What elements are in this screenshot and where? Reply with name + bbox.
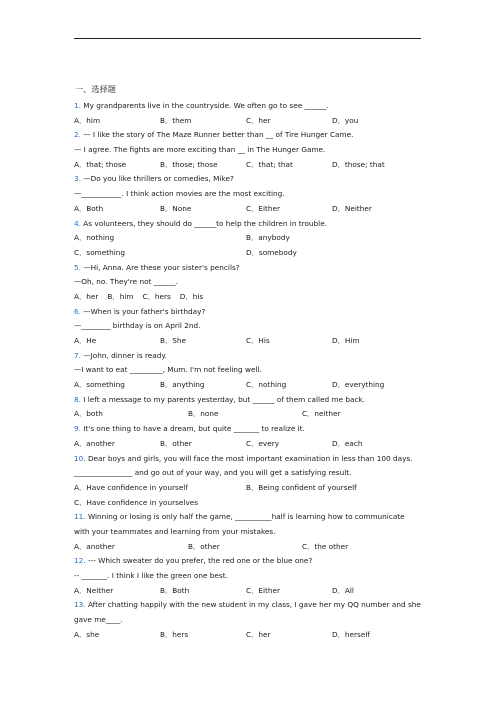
question-stem-line bbox=[74, 128, 424, 143]
answer-options-row bbox=[74, 628, 424, 643]
answer-options-row bbox=[74, 334, 424, 349]
question-stem-text: —Oh, no. They're not ______. bbox=[74, 277, 178, 287]
question bbox=[74, 452, 424, 511]
question-number: 7. bbox=[74, 350, 84, 360]
answer-option[interactable]: C．Have confidence in yourselves bbox=[74, 497, 199, 507]
answer-option[interactable]: D．Him bbox=[332, 336, 360, 345]
question-stem-text: —Do you like thrillers or comedies, Mike? bbox=[83, 174, 234, 184]
question-list bbox=[74, 99, 424, 642]
answer-option[interactable]: D．herself bbox=[332, 629, 370, 639]
question-stem-line bbox=[74, 569, 424, 584]
question-stem-text: --- Which sweater do you prefer, the red one or the blue one? bbox=[87, 556, 313, 566]
question-stem-text: I left a message to my parents yesterday, but ______ of them called me back. bbox=[83, 394, 366, 404]
answer-option[interactable]: C．nothing bbox=[246, 380, 287, 390]
answer-option[interactable]: B．none bbox=[188, 409, 219, 419]
question-stem-line bbox=[74, 172, 424, 187]
question-number: 3. bbox=[74, 174, 84, 184]
question-number: 12. bbox=[74, 556, 88, 566]
question-stem-line bbox=[74, 349, 424, 364]
answer-option[interactable]: B．anything bbox=[160, 380, 205, 390]
question-stem-line bbox=[74, 422, 424, 437]
answer-option[interactable]: D．those; that bbox=[332, 159, 385, 169]
question-stem-line bbox=[74, 363, 424, 378]
question bbox=[74, 305, 424, 349]
question-stem-text: with your teammates and learning from your mistakes. bbox=[74, 526, 276, 536]
answer-option[interactable]: D．All bbox=[332, 585, 354, 595]
question-number: 4. bbox=[74, 218, 84, 228]
question-stem-text: -- _______. I think I like the green one best. bbox=[74, 571, 228, 580]
answer-options-row bbox=[74, 114, 424, 129]
question-stem-line bbox=[74, 613, 424, 628]
answer-options-row bbox=[74, 437, 424, 452]
answer-option[interactable]: B．other bbox=[160, 438, 192, 448]
answer-option[interactable]: A．Neither bbox=[74, 585, 114, 595]
question-stem-line bbox=[74, 554, 424, 569]
answer-option[interactable]: B．those; those bbox=[160, 159, 218, 169]
question-stem-text: My grandparents live in the countryside. We often go to see ______. bbox=[83, 101, 329, 110]
answer-option[interactable]: B．anybody bbox=[246, 233, 290, 243]
question-stem-line bbox=[74, 99, 424, 114]
question-stem-text: gave me____. bbox=[74, 615, 123, 625]
question-stem-line bbox=[74, 319, 424, 334]
answer-option[interactable]: B．None bbox=[160, 203, 192, 213]
question bbox=[74, 422, 424, 451]
answer-option[interactable]: B．hers bbox=[160, 629, 189, 639]
answer-option[interactable]: A．that; those bbox=[74, 159, 127, 169]
question bbox=[74, 598, 424, 642]
answer-option[interactable]: D．somebody bbox=[246, 247, 297, 257]
answer-option[interactable]: C．neither bbox=[302, 409, 341, 419]
answer-options-row bbox=[74, 407, 424, 422]
answer-option[interactable]: A．her bbox=[74, 291, 99, 301]
answer-option[interactable]: A．Both bbox=[74, 203, 104, 213]
question-stem-text: —________ birthday is on April 2nd. bbox=[74, 321, 201, 331]
question-stem-line bbox=[74, 143, 424, 158]
question-stem-text: ________________ and go out of your way, and you will get a satisfying result. bbox=[74, 468, 352, 478]
answer-option[interactable]: B．Being confident of yourself bbox=[246, 482, 357, 492]
answer-option[interactable]: A．He bbox=[74, 336, 97, 345]
document-body bbox=[74, 84, 424, 642]
question-number: 1. bbox=[74, 101, 84, 110]
header-rule bbox=[74, 38, 421, 39]
question-stem-text: —Hi, Anna. Are these your sister's pencils? bbox=[83, 262, 240, 272]
answer-option[interactable]: B．him bbox=[107, 291, 134, 301]
answer-option[interactable]: A．nothing bbox=[74, 233, 115, 243]
answer-option[interactable]: A．Have confidence in yourself bbox=[74, 482, 188, 492]
answer-options-row bbox=[74, 202, 424, 217]
question-stem-line bbox=[74, 452, 424, 467]
answer-options-row bbox=[74, 540, 424, 555]
answer-option[interactable]: A．another bbox=[74, 541, 115, 551]
answer-option[interactable]: C．every bbox=[246, 438, 280, 448]
question bbox=[74, 554, 424, 598]
answer-option[interactable]: D．everything bbox=[332, 380, 385, 390]
question-number: 6. bbox=[74, 306, 84, 316]
answer-options-row bbox=[74, 496, 424, 511]
question-stem-text: —I want to eat _________, Mum. I'm not feeling well. bbox=[74, 365, 262, 375]
question-stem-line bbox=[74, 275, 424, 290]
question-number: 10. bbox=[74, 453, 88, 463]
answer-options-row bbox=[74, 246, 424, 261]
question-number: 8. bbox=[74, 394, 84, 404]
question bbox=[74, 172, 424, 216]
question-stem-text: —John, dinner is ready. bbox=[83, 350, 167, 360]
question-stem-text: After chatting happily with the new student in my class, I gave her my QQ number and she bbox=[87, 600, 421, 610]
question-number: 2. bbox=[74, 130, 84, 140]
answer-options-row bbox=[74, 378, 424, 393]
answer-option[interactable]: A．something bbox=[74, 380, 125, 390]
question-number: 11. bbox=[74, 512, 88, 522]
question-number: 9. bbox=[74, 424, 84, 434]
section-title: 一、选择题 bbox=[75, 84, 116, 94]
answer-option[interactable]: A．she bbox=[74, 629, 100, 639]
answer-option[interactable]: B．She bbox=[160, 336, 187, 345]
question-stem-line bbox=[74, 187, 424, 202]
question-stem-line bbox=[74, 466, 424, 481]
answer-option[interactable]: C．hers bbox=[142, 291, 171, 301]
answer-option[interactable]: A．another bbox=[74, 438, 115, 448]
answer-options-row bbox=[74, 231, 424, 246]
question-stem-text: —___________. I think action movies are the most exciting. bbox=[74, 189, 285, 199]
question-stem-text: As volunteers, they should do ______to help the children in trouble. bbox=[83, 218, 328, 228]
question-stem-line bbox=[74, 525, 424, 540]
answer-option[interactable]: A．him bbox=[74, 115, 101, 125]
answer-options-row bbox=[74, 158, 424, 173]
answer-option[interactable]: C．something bbox=[74, 247, 126, 257]
question-stem-text: — I like the story of The Maze Runner better than __ of Tire Hunger Came. bbox=[83, 130, 354, 140]
question-stem-line bbox=[74, 393, 424, 408]
answer-option[interactable]: C．Either bbox=[246, 203, 281, 213]
answer-option[interactable]: C．that; that bbox=[246, 159, 293, 169]
answer-option[interactable]: A．both bbox=[74, 409, 103, 419]
question-stem-line bbox=[74, 305, 424, 320]
answer-option[interactable]: D．each bbox=[332, 438, 363, 448]
answer-option[interactable]: B．other bbox=[188, 541, 220, 551]
question-stem-text: Dear boys and girls, you will face the most important examination in less than 100 days. bbox=[87, 453, 413, 463]
question-stem-text: Winning or losing is only half the game, __________half is learning how to communicate bbox=[87, 512, 405, 522]
question-stem-line bbox=[74, 598, 424, 613]
question-stem-line bbox=[74, 261, 424, 276]
question bbox=[74, 261, 424, 305]
question-number: 13. bbox=[74, 600, 88, 610]
question bbox=[74, 393, 424, 422]
answer-option[interactable]: D．his bbox=[179, 291, 204, 301]
question bbox=[74, 217, 424, 261]
answer-option[interactable]: B．them bbox=[160, 115, 192, 125]
answer-options-row bbox=[74, 290, 424, 305]
answer-option[interactable]: C．the other bbox=[302, 541, 349, 551]
answer-option[interactable]: D．you bbox=[332, 115, 359, 125]
answer-option[interactable]: C．her bbox=[246, 115, 271, 125]
question bbox=[74, 99, 424, 128]
answer-option[interactable]: B．Both bbox=[160, 585, 190, 595]
answer-option[interactable]: C．His bbox=[246, 336, 270, 345]
answer-option[interactable]: D．Neither bbox=[332, 203, 372, 213]
question bbox=[74, 349, 424, 393]
question bbox=[74, 510, 424, 554]
question-stem-text: —When is your father's birthday? bbox=[83, 306, 206, 316]
question-number: 5. bbox=[74, 262, 84, 272]
question-stem-line bbox=[74, 217, 424, 232]
answer-options-row bbox=[74, 584, 424, 599]
question-stem-text: It's one thing to have a dream, but quite _______ to realize it. bbox=[83, 424, 305, 434]
answer-option[interactable]: C．Either bbox=[246, 585, 281, 595]
question-stem-text: — I agree. The fights are more exciting than __ in The Hunger Game. bbox=[74, 145, 326, 155]
question bbox=[74, 128, 424, 172]
answer-options-row bbox=[74, 481, 424, 496]
question-stem-line bbox=[74, 510, 424, 525]
answer-option[interactable]: C．her bbox=[246, 629, 271, 639]
